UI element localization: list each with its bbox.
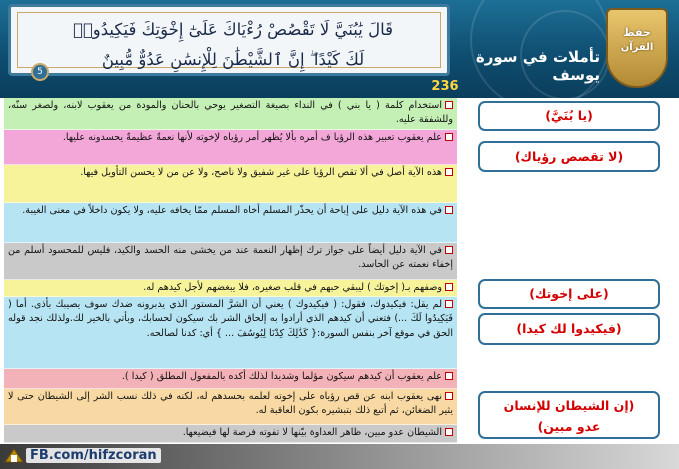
- checkbox-bullet-icon: [445, 133, 453, 141]
- reflection-row: [4, 280, 457, 297]
- verse-text: [25, 15, 441, 75]
- checkbox-bullet-icon: [445, 392, 453, 400]
- reflection-text: في هذه الآية دليل على إباحة أن يحذّر المسلم أخاه المسلم ممّا يخافه عليه، ولا يكون داخلاً في معنى الغيبة.: [22, 205, 442, 216]
- checkbox-bullet-icon: [445, 428, 453, 436]
- reflection-row: [4, 369, 457, 389]
- checkbox-bullet-icon: [445, 101, 453, 109]
- reflection-row: [4, 165, 457, 203]
- facebook-icon: [3, 446, 25, 466]
- reflection-row: [4, 203, 457, 243]
- hifz-quran-logo: [600, 2, 674, 94]
- reflection-text: استخدام كلمة ( يا بني ) في النداء بصيغة التصغير يوحي بالحنان والمودة من يعقوب لابنه، ولصغر سنّه، وللشفقة عليه.: [8, 100, 453, 126]
- label-shaytan: (إن الشيطان للإنسان عدو مبين): [478, 391, 660, 439]
- header-banner: [0, 0, 679, 98]
- label-ya-bunayya: (يا بُنَيَّ): [478, 101, 660, 131]
- reflection-text: نهى يعقوب ابنه عن قص رؤياه على إخوته لعلمه بحسدهم له، لكنه في ذلك نسب الشر إلى الشيطان حتى لا يثير الضغائن، ثم أتبع ذلك بتبشيره بكون العاقبة له.: [8, 391, 453, 417]
- logo-text-line2: القرآن: [620, 42, 654, 53]
- reflection-row: [4, 98, 457, 130]
- reflection-row: [4, 425, 457, 443]
- reflection-row: [4, 243, 457, 280]
- reflection-row: [4, 130, 457, 165]
- checkbox-bullet-icon: [445, 246, 453, 254]
- reflection-text: في الآية دليل أيضاً على جواز ترك إظهار النعمة عند من يخشى منه الحسد والكيد، فليس للمحسود أسلم من إخفاء نعمته عن الحاسد.: [8, 245, 453, 271]
- reflection-text: لم يقل: فيكيدوك، فقول: ( فيكيدوك ) يعني أن الشرَّ المستور الذي يدبرونه ضدك سوف يصيبك بأذى. أما ( فَيَكِيدُوا لَكَ ...) فتعني أن كيدهم الذي أرادوا به إلحاق الشر بك سيكون لحسابك، وبأتي بالخير لك.ولذلك نجد قوله الحق في موقع آخر بنفس السورة:{ كَذَٰلِكَ كِدْنَا لِيُوسُفَ ... } أي: كدنا لصالحه.: [8, 299, 453, 339]
- reflection-row: [4, 297, 457, 369]
- reflection-text: الشيطان عدو مبين، ظاهر العداوة بيّنها لا تفوته فرصة لها فيضيعها.: [182, 427, 442, 438]
- logo-text-line1: حفظ: [623, 26, 651, 39]
- page-number: 236: [431, 79, 459, 94]
- verse-line-1: قَالَ يَٰبُنَيَّ لَا تَقْصُصْ رُءْيَاكَ عَلَىٰٓ إِخْوَتِكَ فَيَكِيدُوا۟: [73, 20, 393, 39]
- label-ala-ikhwatik: (على إخوتك): [478, 279, 660, 309]
- reflection-text: وصفهم بـ( إخوتك ) ليبقي حبهم في قلب صغيره، فلا يبغضهم لأجل كيدهم له.: [143, 282, 442, 293]
- reflection-row: [4, 389, 457, 425]
- verse-line-2: لَكَ كَيْدًا ۖ إِنَّ ٱلشَّيْطَٰنَ لِلْإِنسَٰنِ عَدُوٌّ مُّبِينٌ: [101, 50, 365, 69]
- reflection-text: علم يعقوب تعبير هذه الرؤيا ف أمره بألا يُظهر أمر رؤياه لإخوته لأنها نعمةٌ عظيمةٌ يحسدونه عليها.: [62, 132, 442, 143]
- reflection-text: علم يعقوب أن كيدهم سيكون مؤلما وشديدا لذلك أكده بالمفعول المطلق ( كيدا ).: [121, 371, 442, 382]
- label-fayakidu: (فيكيدوا لك كيدا): [478, 313, 660, 345]
- verse-frame: [8, 4, 450, 76]
- checkbox-bullet-icon: [445, 168, 453, 176]
- footer-bar: [0, 444, 679, 469]
- verse-number-marker: 5: [31, 63, 49, 81]
- checkbox-bullet-icon: [445, 283, 453, 291]
- label-la-taqsus: (لا تقصص رؤياك): [478, 141, 660, 172]
- checkbox-bullet-icon: [445, 300, 453, 308]
- checkbox-bullet-icon: [445, 206, 453, 214]
- checkbox-bullet-icon: [445, 372, 453, 380]
- page-title: تأملات في سورة يوسف: [475, 48, 600, 84]
- reflection-text: هذه الآية أصل في ألا تقص الرؤيا على غير شفيق ولا ناصح، ولا عن من لا يحسن التأويل فيها.: [80, 167, 442, 178]
- facebook-page-link[interactable]: FB.com/hifzcoran: [26, 448, 161, 463]
